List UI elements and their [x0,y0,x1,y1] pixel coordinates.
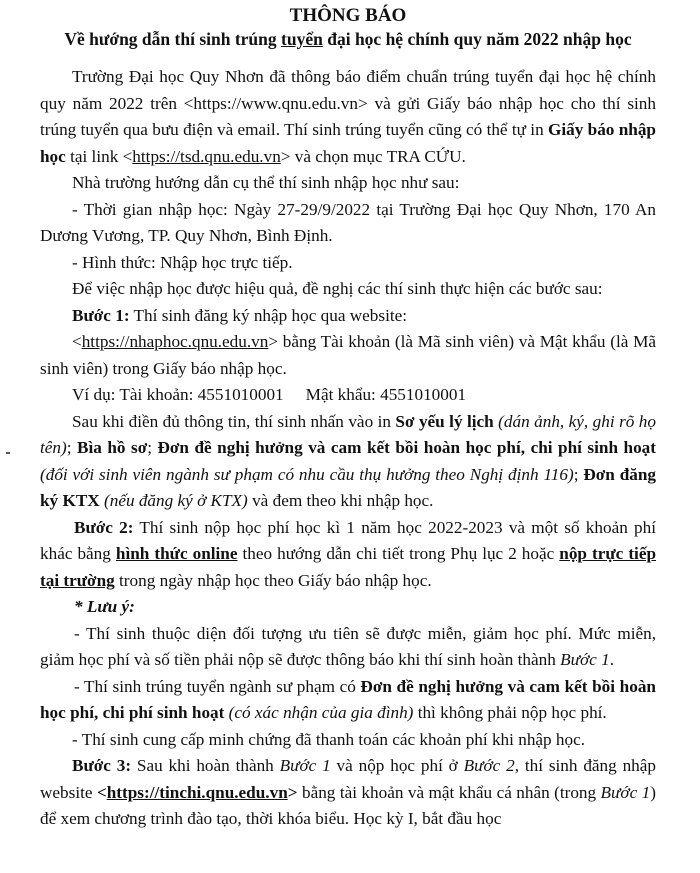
note-item-3: - Thí sinh cung cấp minh chứng đã thanh toán các khoản phí khi nhập học. [72,729,586,749]
note-item-2: - Thí sinh trúng tuyển ngành sư phạm có Đơn đề nghị hưởng và cam kết bồi hoàn học phí, chi phí sinh hoạt (có xác nhận của gia đình) thì không phải nộp học phí. [40,676,656,722]
tsd-link[interactable]: https://tsd.qnu.edu.vn [132,146,281,166]
step3-paragraph: Bước 3: Sau khi hoàn thành Bước 1 và nộp học phí ở Bước 2, thí sinh đăng nhập website <https://tinchi.qnu.edu.vn> bằng tài khoản và mật khẩu cá nhân (trong Bước 1) để xem chương trình đào tạo, thời khóa biểu. Học kỳ I, bắt đầu học [40,756,656,828]
step1-example: Ví dụ: Tài khoản: 4551010001 Mật khẩu: 4551010001 [72,385,467,404]
note-label: * Lưu ý: [74,597,135,616]
step1-heading: Bước 1: Thí sinh đăng ký nhập học qua website: [72,305,408,325]
tinchi-link[interactable]: https://tinchi.qnu.edu.vn [106,782,288,802]
notice-subtitle: Về hướng dẫn thí sinh trúng tuyển đại học hệ chính quy năm 2022 nhập học [64,29,632,49]
note-item-1: - Thí sinh thuộc diện đối tượng ưu tiên sẽ được miễn, giảm học phí. Mức miễn, giảm học phí và số tiền phải nộp sẽ được thông báo khi thí sinh hoàn thành Bước 1. [40,623,656,669]
admission-form: - Hình thức: Nhập học trực tiếp. [72,252,293,272]
notice-title: THÔNG BÁO [289,5,407,26]
subtitle-underlined-word: tuyển [281,29,323,49]
nhaphoc-link[interactable]: https://nhaphoc.qnu.edu.vn [81,332,269,351]
admission-time: - Thời gian nhập học: Ngày 27-29/9/2022 tại Trường Đại học Quy Nhơn, 170 An Dương Vương, TP. Quy Nhơn, Bình Định. [40,199,656,245]
scan-artifact [6,452,10,454]
steps-intro: Để việc nhập học được hiệu quả, đề nghị các thí sinh thực hiện các bước sau: [72,279,603,298]
admission-letter-label: Giấy báo nhập học [40,120,656,166]
online-payment: hình thức online [115,544,238,563]
guidance-intro: Nhà trường hướng dẫn cụ thể thí sinh nhập học như sau: [72,173,460,192]
step2-label: Bước 2: [74,517,134,537]
intro-paragraph: Trường Đại học Quy Nhơn đã thông báo điểm chuẩn trúng tuyển đại học hệ chính quy năm 2022 trên <https://www.qnu.edu.vn> và gửi Giấy báo nhập học cho thí sinh trúng tuyển qua bưu điện và email. Thí sinh trúng tuyển cũng có thể tự in Giấy báo nhập học tại link <https://tsd.qnu.edu.vn> và chọn mục TRA CỨU. [40,67,656,166]
step3-label: Bước 3: [72,756,132,775]
step1-label: Bước 1: [72,305,130,325]
step1-website: <https://nhaphoc.qnu.edu.vn> bằng Tài khoản (là Mã sinh viên) và Mật khẩu (là Mã sinh viên) trong Giấy báo nhập học. [40,332,656,378]
step1-documents: Sau khi điền đủ thông tin, thí sinh nhấn vào in Sơ yếu lý lịch (dán ảnh, ký, ghi rõ họ tên); Bìa hồ sơ; Đơn đề nghị hưởng và cam kết bồi hoàn học phí, chi phí sinh hoạt (đối với sinh viên ngành sư phạm có nhu cầu thụ hưởng theo Nghị định 116); Đơn đăng ký KTX (nếu đăng ký ở KTX) và đem theo khi nhập học. [40,411,657,510]
onsite-payment: nộp trực tiếp tại trường [40,544,657,590]
step2-paragraph: Bước 2: Thí sinh nộp học phí học kì 1 năm học 2022-2023 và một số khoản phí khác bằng hình thức online theo hướng dẫn chi tiết trong Phụ lục 2 hoặc nộp trực tiếp tại trường trong ngày nhập học theo Giấy báo nhập học. [40,517,657,590]
